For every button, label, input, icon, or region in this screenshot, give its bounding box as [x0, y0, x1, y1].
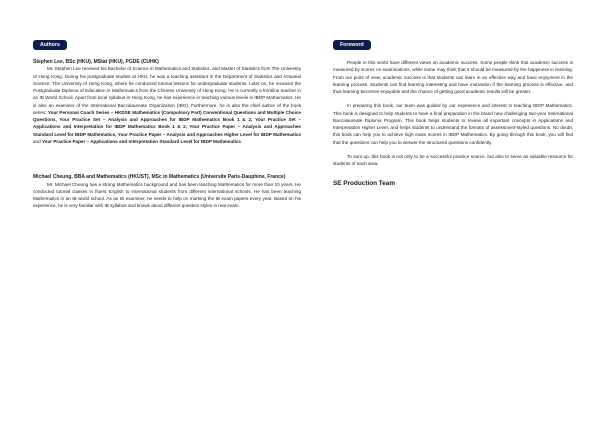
author-stephen-lee: [33, 59, 301, 145]
author-bio: [33, 65, 301, 145]
book-series-titles: Your Personal Coach Series – HKDSE Mathematics (Compulsory Part) Conventional Questions and Multiple Choice Questions, Your Practice Set – Analysis and Approaches for IBDP Mathematics Book 1 & 2, Your Practice Set – Applications and Interpretation for IBDP Mathematics Book 1 & 2, Your Practice Paper – Analysis and Approaches Standard Level for IBDP Mathematics, Your Practice Paper – Analysis and Approaches Higher Level for IBDP Mathematics: [33, 109, 301, 137]
book-series-title-last: Your Practice Paper – Applications and Interpretation Standard Level for IBDP Mathematics: [41, 138, 241, 144]
foreword-page: [333, 33, 573, 187]
foreword-badge: Foreword: [333, 40, 371, 50]
authors-badge: Authors: [33, 40, 67, 50]
authors-page: [33, 33, 301, 210]
author-bio-and: and: [33, 138, 42, 144]
foreword-paragraph: People in this world have different views on academic success. Some people think that academic success is measured by scores on examinations, while some may think that it should be measured by the happiness in learning. From our point of view, academic success is that students can learn in an effective way and have enjoyment in the learning process. Students can find learning interesting and have motivation if the learning process is effective, and thus learning becomes enjoyable and the chance of getting good academic results will be greater.: [333, 60, 573, 94]
author-name: Stephen Lee, BSc (HKU), MStat (HKU), PGDE (CUHK): [33, 59, 159, 65]
author-bio: Mr. Michael Cheung has a strong Mathematics background and has been teaching Mathematics for more than 10 years. He conducted tutorial classes in fluent English to international students from different international schools. He has been teaching Mathematics in an IB world school. As an IB examiner, he needs to help on marking the IB exam papers every year. Based on his experience, he is very familiar with IB syllabus and knows about different question styles in real exam.: [33, 181, 301, 209]
foreword-text: [333, 59, 573, 167]
author-name: Michael Cheung, BBA and Mathematics (HKUST), MSc in Mathematics (Universite Paris-Dauphine, France): [33, 174, 286, 181]
author-bio-text: Mr. Stephen Lee received his Bachelor of Science in Mathematics and Statistics, and Master of Statistics from The University of Hong Kong. During his postgraduate studies at HKU, he was a teaching assistant in the Department of Statistics and Actuarial Science, The University of Hong Kong, where he conducted tutorial lessons for undergraduate students. Later on, he received the Postgraduate Diploma of Education in Mathematics from the Chinese University of Hong Kong. He is currently a frontline teacher in an IB World School. Apart from local syllabus in Hong Kong, he has experience in teaching various levels in IBDP Mathematics. He is also an examiner of the International Baccalaureate Organization (IBO). Furthermore, he is also the chief author of the book series:: [33, 66, 301, 115]
foreword-signature: SE Production Team: [333, 180, 396, 188]
author-michael-cheung: [33, 174, 301, 209]
foreword-paragraph: In preparing this book, our team was guided by our experience and interest in teaching IBDP Mathematics. This book is designed to help students to have a final preparation in the brand new challenging two-year International Baccalaureate Diploma Program. This book helps students to review all important concepts in Applications and Interpretation Higher Level, and helps students to understand the formats of assessment-styled questions. No doubt, this book can help you to achieve high exam scores in IBDP Mathematics. By going through this book, you will find that the questions can help you to answer the structured questions confidently.: [333, 103, 573, 145]
foreword-paragraph: To sum up, this book is not only to be a successful practice source, but also to serve as valuable resource for students of each area.: [333, 153, 573, 166]
author-bio-end: .: [240, 138, 243, 144]
